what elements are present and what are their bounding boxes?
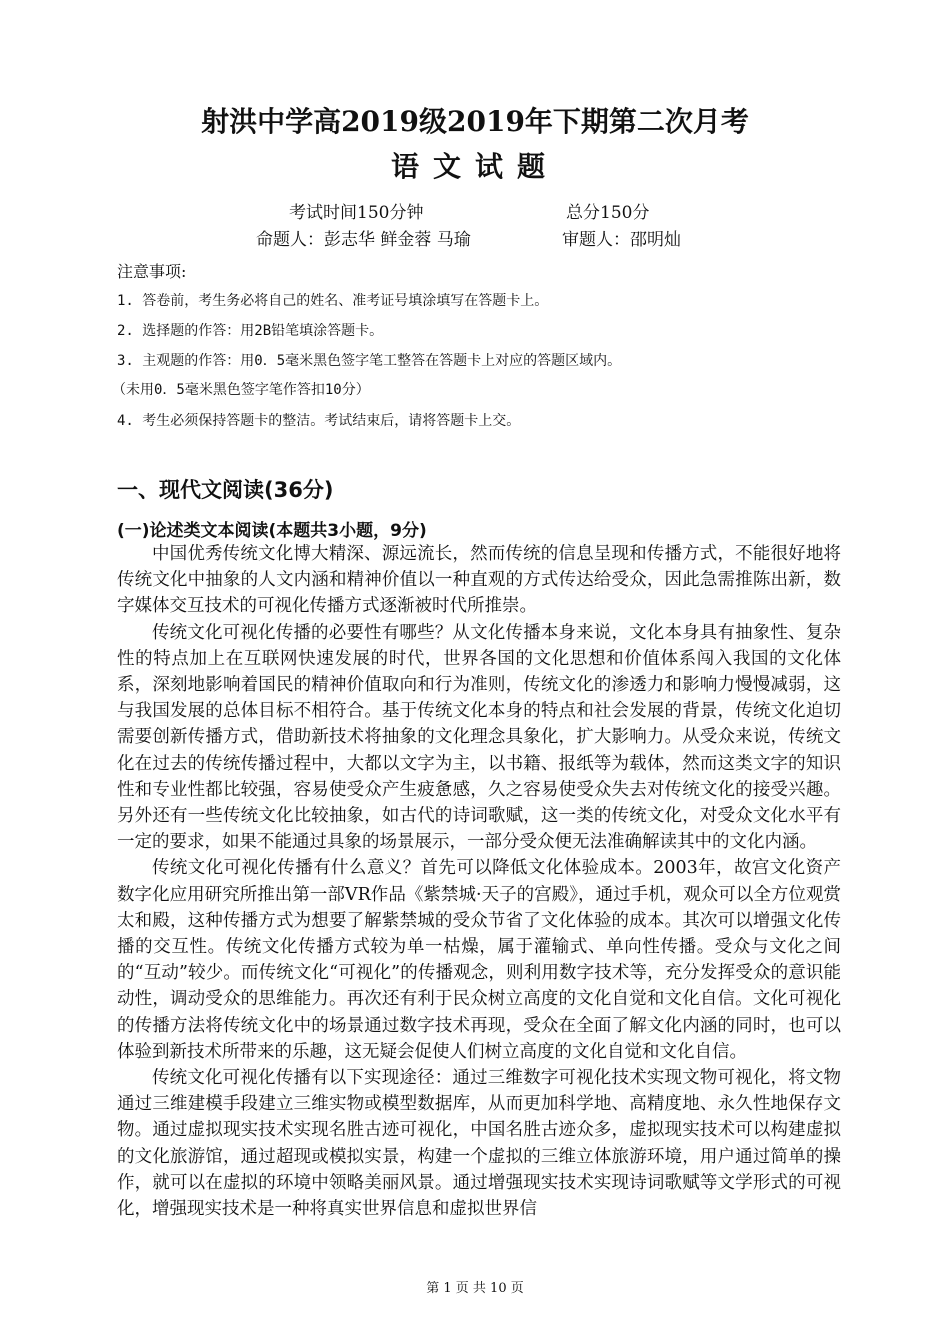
question-setters: 命题人：彭志华 鲜金蓉 马瑜: [256, 230, 471, 250]
exam-subject: 语文试题: [390, 150, 559, 183]
page-number: 第 1 页 共 10 页: [426, 1281, 524, 1296]
passage-paragraph: 中国优秀传统文化博大精深、源远流长，然而传统的信息呈现和传播方式，不能很好地将传统文化中抽象的人文内涵和精神价值以一种直观的方式传达给受众，因此急需推陈出新，数字媒体交互技术的可视化传播方式逐渐被时代所推崇。: [117, 544, 841, 617]
passage-paragraph: 传统文化可视化传播有什么意义？首先可以降低文化体验成本。2003年，故宫文化资产数字化应用研究所推出第一部VR作品《紫禁城·天子的宫殿》，通过手机，观众可以全方位观赏太和殿，这种传播方式为想要了解紫禁城的受众节省了文化体验的成本。其次可以增强文化传播的交互性。传统文化传播方式较为单一枯燥，属于灌输式、单向性传播。受众与文化之间的“互动”较少。而传统文化“可视化”的传播观念，则利用数字技术等，充分发挥受众的意识能动性，调动受众的思维能力。再次还有利于民众树立高度的文化自觉和文化自信。文化可视化的传播方法将传统文化中的场景通过数字技术再现，受众在全面了解文化内涵的同时，也可以体验到新技术所带来的乐趣，这无疑会促使人们树立高度的文化自觉和文化自信。: [117, 858, 841, 1062]
section-heading: 一、现代文阅读(36分): [117, 478, 334, 502]
reading-passage: [117, 541, 841, 1222]
notice-heading: 注意事项:: [117, 262, 187, 281]
notice-item: （未用0．5毫米黑色签字笔作答扣10分）: [112, 382, 370, 398]
notice-item: 1. 答卷前，考生务必将自己的姓名、准考证号填涂填写在答题卡上。: [117, 293, 549, 309]
passage-paragraph: 传统文化可视化传播有以下实现途径：通过三维数字可视化技术实现文物可视化，将文物通过三维建模手段建立三维实物或模型数据库，从而更加科学地、高精度地、永久性地保存文物。通过虚拟现实技术实现名胜古迹可视化，中国名胜古迹众多，虚拟现实技术可以构建虚拟的文化旅游馆，通过超现或模拟实景，构建一个虚拟的三维立体旅游环境，用户通过简单的操作，就可以在虚拟的环境中领略美丽风景。通过增强现实技术实现诗词歌赋等文学形式的可视化，增强现实技术是一种将真实世界信息和虚拟世界信: [117, 1068, 841, 1220]
notice-item: 4. 考生必须保持答题卡的整洁。考试结束后，请将答题卡上交。: [117, 413, 521, 429]
subsection-heading: (一)论述类文本阅读(本题共3小题，9分): [117, 521, 427, 541]
exam-time: 考试时间150分钟: [289, 203, 424, 223]
exam-title: 射洪中学高2019级2019年下期第二次月考: [201, 105, 749, 138]
total-score: 总分150分: [566, 203, 650, 223]
notice-item: 3. 主观题的作答：用0．5毫米黑色签字笔工整答在答题卡上对应的答题区域内。: [117, 353, 622, 369]
notice-item: 2. 选择题的作答：用2B铅笔填涂答题卡。: [117, 323, 384, 339]
reviewer: 审题人：邵明灿: [562, 230, 681, 250]
passage-paragraph: 传统文化可视化传播的必要性有哪些？从文化传播本身来说，文化本身具有抽象性、复杂性的特点加上在互联网快速发展的时代，世界各国的文化思想和价值体系闯入我国的文化体系，深刻地影响着国民的精神价值取向和行为准则，传统文化的渗透力和影响力慢慢减弱，这与我国发展的总体目标不相符合。基于传统文化本身的特点和社会发展的背景，传统文化迫切需要创新传播方式，借助新技术将抽象的文化理念具象化，扩大影响力。从受众来说，传统文化在过去的传统传播过程中，大都以文字为主，以书籍、报纸等为载体，然而这类文字的知识性和专业性都比较强，容易使受众产生疲惫感，久之容易使受众失去对传统文化的接受兴趣。另外还有一些传统文化比较抽象，如古代的诗词歌赋，这一类的传统文化，对受众文化水平有一定的要求，如果不能通过具象的场景展示，一部分受众便无法准确解读其中的文化内涵。: [117, 622, 841, 853]
